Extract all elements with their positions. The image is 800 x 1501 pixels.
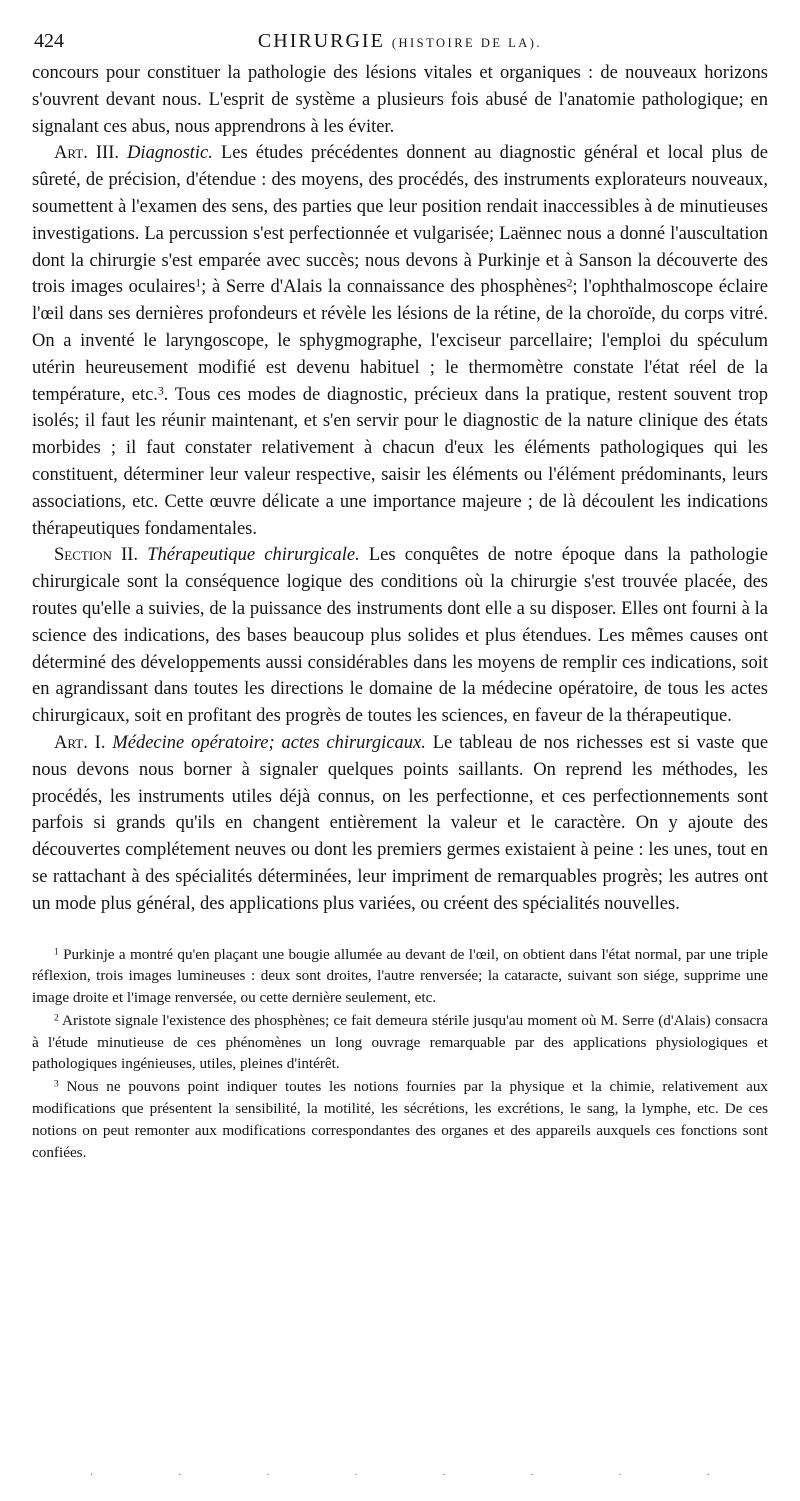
article-title: Diagnostic. — [127, 143, 213, 164]
scan-dot: · — [90, 1470, 94, 1481]
section-label: Section II. — [54, 545, 139, 566]
diagnostic-text-part-4: . Tous ces modes de diagnostic, précieux dans la pratique, restent souvent trop isolés; il faut les réunir maintenant, et s'en servir pour le diagnostic de la nature clinique des états morbides ; il faut constater relativement à chacun d'eux les éléments pathologiques qui les constituent, déterminer leur valeur respective, saisir les éléments ou l'élément prédominants, leurs associations, etc. Cette œuvre délicate a une importance majeure ; de là découlent les indications thérapeutiques fondamentales. — [32, 384, 768, 539]
scan-dot: · — [266, 1470, 270, 1481]
running-title — [32, 30, 768, 53]
footnote-ref-1: 1 — [195, 277, 202, 290]
scan-dot: · — [442, 1470, 446, 1481]
footnote-3 — [32, 1076, 768, 1163]
book-page — [32, 26, 768, 1164]
diagnostic-text-part-1: Les études précédentes donnent au diagnostic général et local plus de sûreté, de précision, d'étendue : des moyens, des procédés, des instruments explorateurs nouveaux, soumettent à l'examen des sens, des parties que leur position rendait inaccessibles à de minutieuses investigations. La percussion s'est perfectionnée et vulgarisée; Laënnec nous a donné l'auscultation dont la chirurgie s'est emparée avec succès; nous devons à Purkinje et à Sanson la découverte des trois images oculaires — [32, 143, 768, 298]
running-title-sub: (HISTOIRE DE LA). — [391, 36, 543, 50]
footnote-1-text: Purkinje a montré qu'en plaçant une bougie allumée au devant de l'œil, on obtient dans l'état normal, par une triple réflexion, trois images lumineuses : deux sont droites, l'autre renversée; la cataracte, suivant son siége, supprime une image droite et l'image renversée, ou cette dernière seulement, etc. — [32, 945, 769, 1007]
main-text — [32, 60, 768, 918]
scan-artifact-dots — [90, 1470, 710, 1481]
article-label: Art. III. — [54, 143, 119, 164]
diagnostic-text-part-2: ; à Serre d'Alais la connaissance des phosphènes — [201, 277, 567, 298]
running-title-main: CHIRURGIE — [257, 30, 385, 52]
scan-dot: · — [530, 1470, 534, 1481]
scan-dot: · — [178, 1470, 182, 1481]
paragraph-diagnostic — [32, 140, 768, 542]
footnotes — [32, 944, 768, 1164]
paragraph-medecine-operatoire — [32, 730, 768, 918]
article-title: Médecine opératoire; actes chirurgicaux. — [112, 732, 426, 753]
article-label: Art. I. — [54, 732, 106, 753]
footnote-mark-2: 2 — [54, 1013, 59, 1024]
page-number: 424 — [34, 30, 64, 52]
footnote-2-text: Aristote signale l'existence des phosphènes; ce fait demeura stérile jusqu'au moment où M. Serre (d'Alais) consacra à l'étude minutieuse de ces phénomènes un long ouvrage remarquable par des applications physiologiques et pathologiques ingénieuses, utiles, pleines d'intérêt. — [32, 1011, 768, 1073]
footnote-1 — [32, 944, 768, 1009]
footnote-3-text: Nous ne pouvons point indiquer toutes les notions fournies par la physique et la chimie, relativement aux modifications que présentent la sensibilité, la motilité, les sécrétions, les excrétions, le sang, la lymphe, etc. De ces notions on peut remonter aux modifications correspondantes des organes et des appareils auxquels ces fonctions sont confiées. — [32, 1078, 769, 1161]
footnote-mark-3: 3 — [54, 1079, 59, 1090]
section-title: Thérapeutique chirurgicale. — [147, 545, 360, 566]
paragraph-therapeutique — [32, 542, 768, 730]
running-header — [32, 26, 768, 60]
footnote-2 — [32, 1010, 768, 1075]
scan-dot: · — [354, 1470, 358, 1481]
scan-dot: · — [618, 1470, 622, 1481]
footnote-ref-3: 3 — [157, 384, 164, 397]
paragraph-continuation: concours pour constituer la pathologie des lésions vitales et organiques : de nouveaux horizons s'ouvrent devant nous. L'esprit de système a plusieurs fois abusé de l'anatomie pathologique; en signalant ces abus, nous apprendrons à les éviter. — [32, 63, 768, 137]
footnote-mark-1: 1 — [54, 946, 59, 957]
scan-dot: · — [706, 1470, 710, 1481]
footnote-ref-2: 2 — [566, 277, 573, 290]
diagnostic-text-part-3: ; l'ophthalmoscope éclaire l'œil dans ses dernières profondeurs et révèle les lésions de la rétine, de la choroïde, du corps vitré. On a inventé le laryngoscope, le sphygmographe, l'exciseur parcellaire; l'emploi du spéculum utérin heureusement modifié est devenu habituel ; le thermomètre constate l'état réel de la température, etc. — [32, 277, 768, 405]
medecine-operatoire-text: Le tableau de nos richesses est si vaste que nous devons nous borner à signaler quelques points saillants. On reprend les méthodes, les procédés, les instruments utiles déjà connus, on les perfectionne, et ces perfectionnements sont parfois si grands qu'ils en changent entièrement la valeur et le caractère. On y ajoute des découvertes complétement neuves ou dont les premiers germes existaient à peine : les unes, tout en se rattachant à des spécialités déterminées, leur impriment de remarquables progrès; les autres ont un mode plus général, des applications plus variées, ou créent des spécialités nouvelles. — [32, 732, 769, 914]
therapeutique-text: Les conquêtes de notre époque dans la pathologie chirurgicale sont la conséquence logique des conditions où la chirurgie s'est trouvée placée, des routes qu'elle a suivies, de la puissance des instruments dont elle a su disposer. Elles ont fourni à la science des indications, des bases beaucoup plus solides et plus étendues. Les mêmes causes ont déterminé des développements aussi considérables dans les moyens de remplir ces indications, soit en agrandissant dans toutes les directions le domaine de la médecine opératoire, de tous les actes chirurgicaux, soit en profitant des progrès de toutes les sciences, en faveur de la thérapeutique. — [32, 545, 768, 727]
